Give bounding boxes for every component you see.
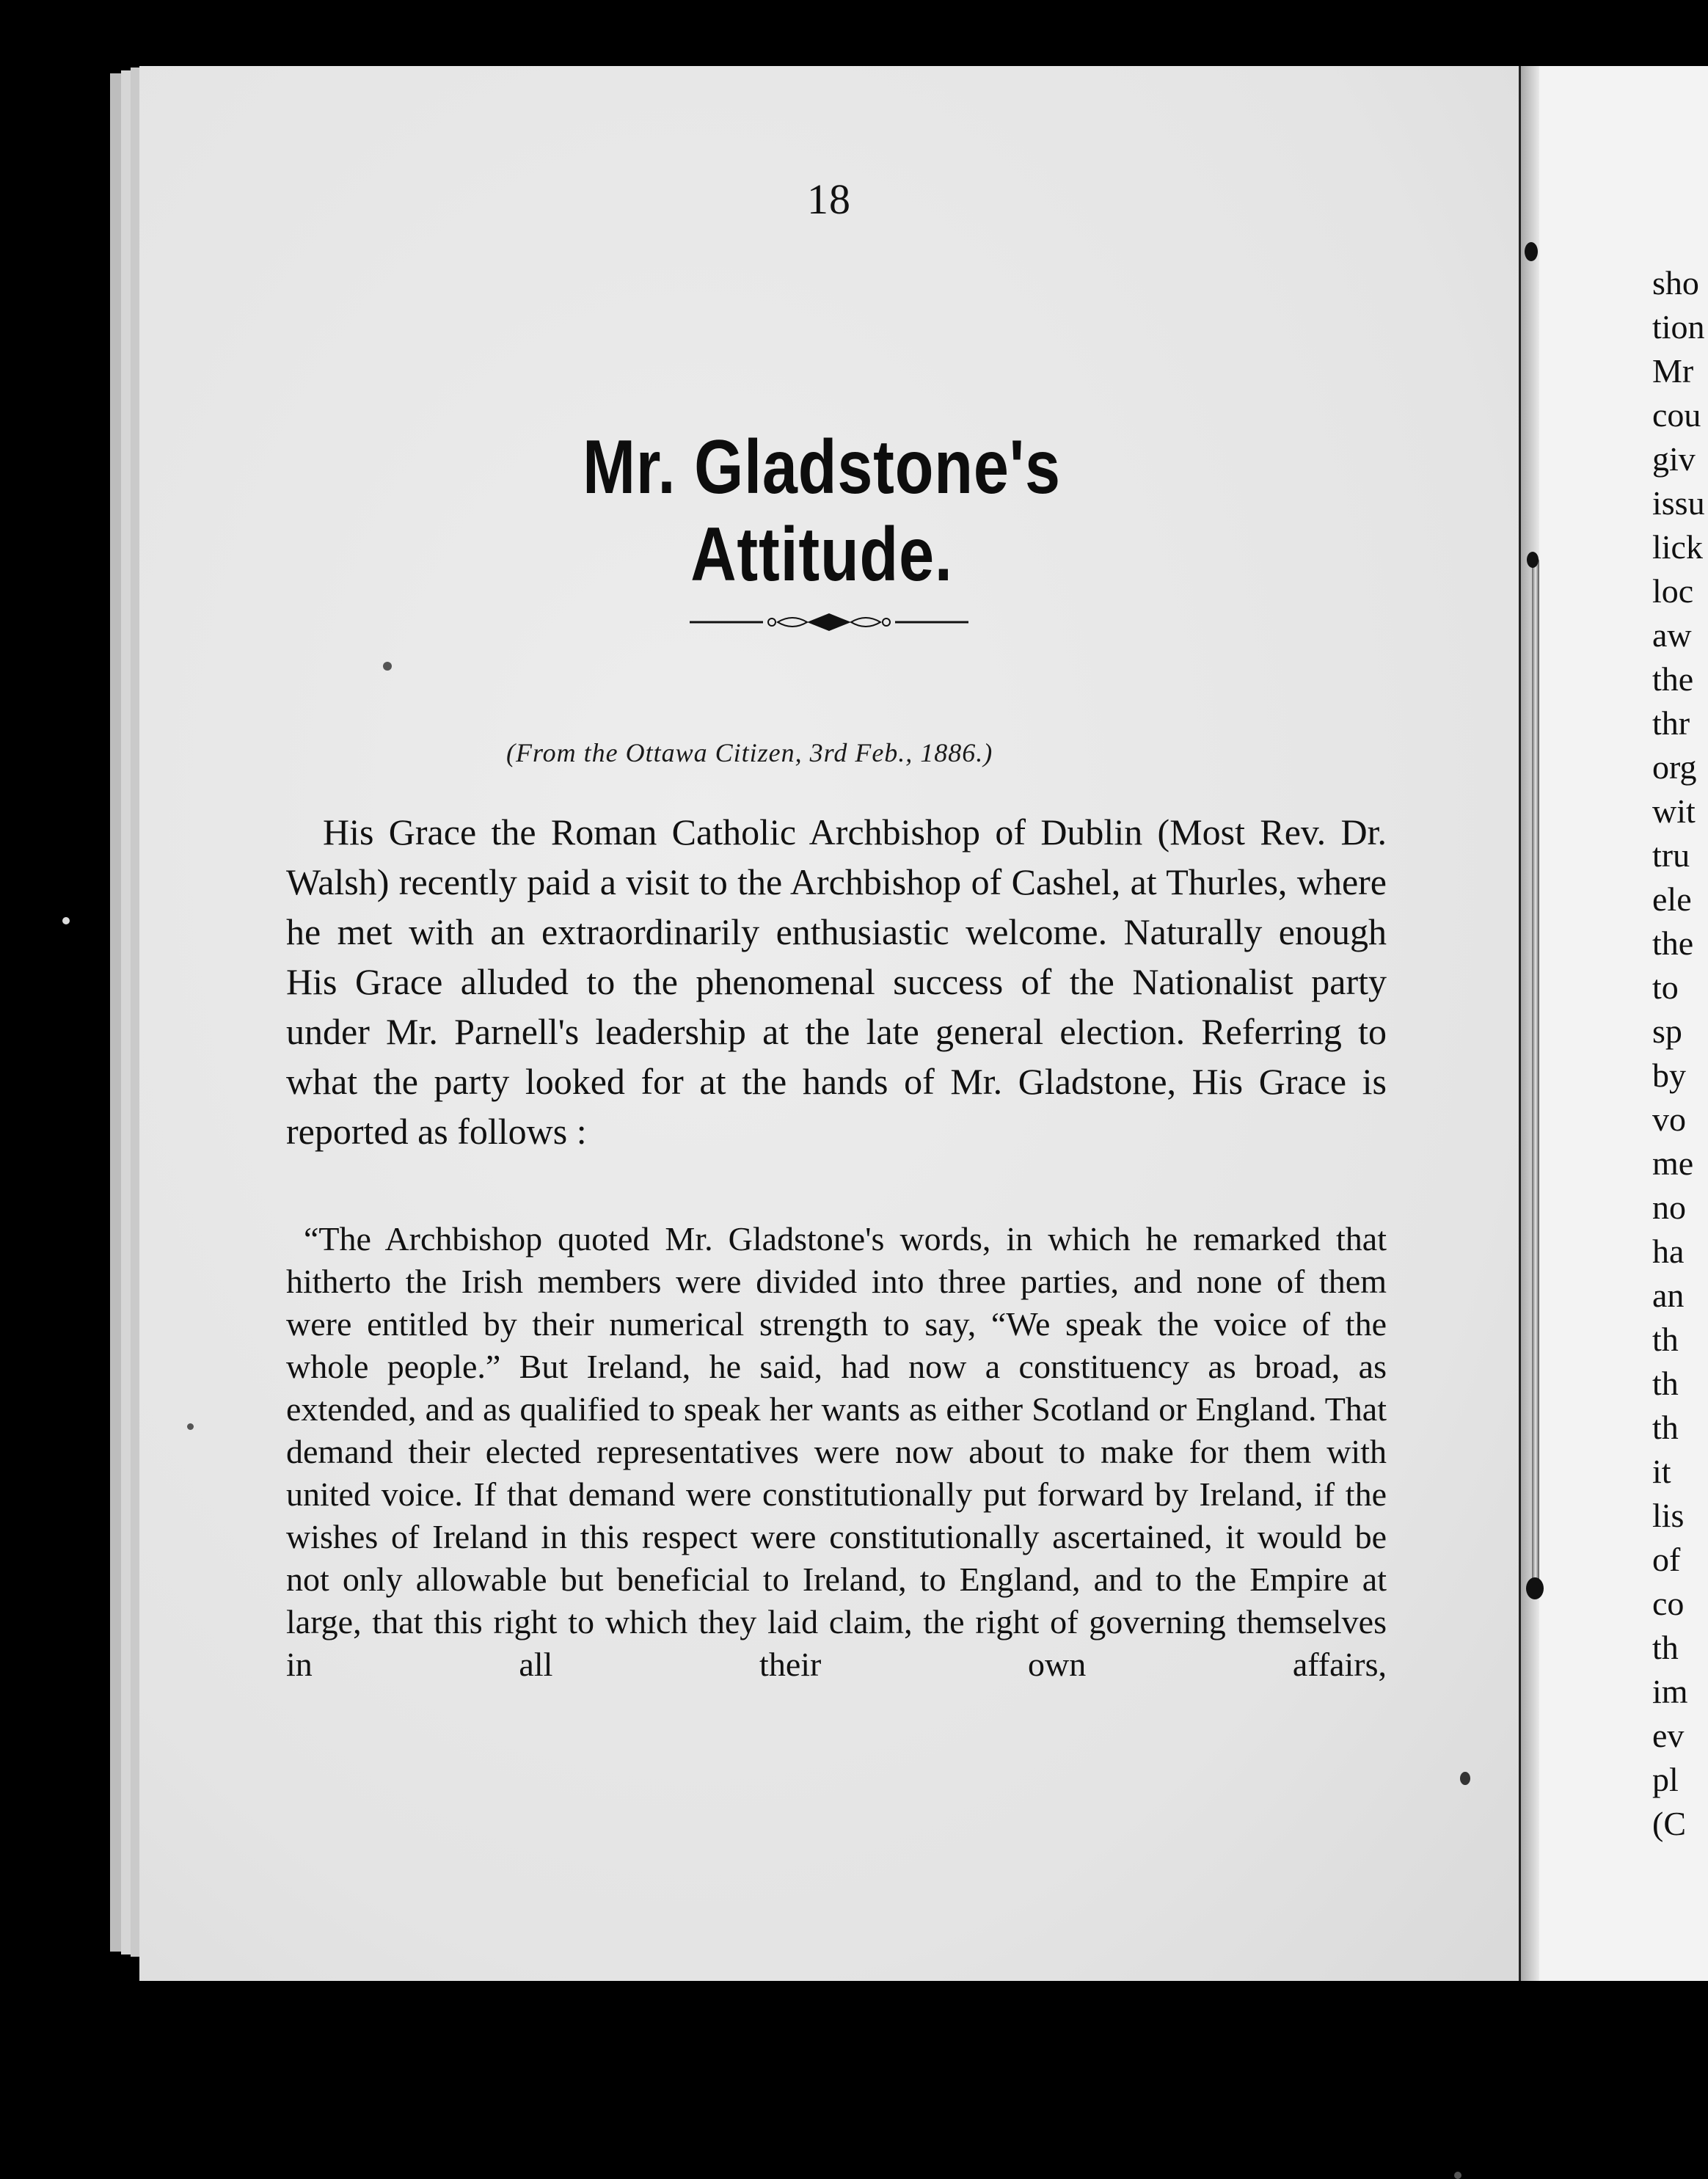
facing-page-line: sp xyxy=(1652,1012,1682,1050)
facing-page-line: tion xyxy=(1652,308,1705,346)
facing-page-line: th xyxy=(1652,1321,1679,1358)
facing-page-line: ele xyxy=(1652,880,1692,918)
facing-page-line: Mr xyxy=(1652,352,1694,390)
facing-page-line: lick xyxy=(1652,528,1703,566)
facing-page-line: ha xyxy=(1652,1233,1685,1270)
ink-speck xyxy=(1454,2172,1461,2179)
facing-page-line: co xyxy=(1652,1585,1685,1622)
facing-page-line: lis xyxy=(1652,1497,1685,1534)
facing-page-rule xyxy=(1532,558,1539,1585)
facing-page-line: it xyxy=(1652,1453,1671,1490)
facing-page-line: im xyxy=(1652,1673,1688,1710)
facing-page-line: the xyxy=(1652,660,1694,698)
ink-speck xyxy=(1460,1772,1470,1785)
paragraph-1: His Grace the Roman Catholic Archbishop of Dublin (Most Rev. Dr. Walsh) recently paid a visit to the Archbishop of Cashel, at Thurles, where he met with an extraordinarily enthusiastic welcome. Naturally enough His Grace alluded to the phenomenal success of the Nationalist party under Mr. Parnell's leadership at the late general election. Referring to what the party looked for at the hands of Mr. Gladstone, His Grace is reported as follows : xyxy=(286,811,1387,1152)
facing-page-line: cou xyxy=(1652,396,1701,434)
ink-dot xyxy=(1526,1577,1544,1599)
facing-page-line: th xyxy=(1652,1629,1679,1666)
facing-page-line: vo xyxy=(1652,1101,1686,1138)
facing-page-line: an xyxy=(1652,1277,1685,1314)
ornament-divider xyxy=(690,609,968,635)
facing-page-line: me xyxy=(1652,1145,1694,1182)
facing-page-line: tru xyxy=(1652,836,1690,874)
facing-page-line: issu xyxy=(1652,484,1705,522)
facing-page-text xyxy=(1652,261,1708,1846)
facing-page-line: no xyxy=(1652,1189,1686,1226)
facing-page-line: (C xyxy=(1652,1805,1686,1842)
facing-page-line: loc xyxy=(1652,572,1694,610)
facing-page-line: giv xyxy=(1652,440,1696,478)
facing-page-line: wit xyxy=(1652,792,1696,830)
body-paragraph xyxy=(286,807,1387,1156)
facing-page-line: ev xyxy=(1652,1717,1685,1754)
facing-page-line: org xyxy=(1652,748,1697,786)
quoted-paragraph: “The Archbishop quoted Mr. Gladstone's words, in which he remarked that hitherto the Irish members were divided into three parties, and none of them were entitled by their numerical strength to say, “We speak the voice of the whole people.” But Ireland, he said, had now a constituency as broad, as extended, and as qualified to speak her wants as either Scotland or England. That demand their elected representatives were now about to make for them with united voice. If that demand were constitutionally put forward by Ireland, if the wishes of Ireland in this respect were constitutionally ascertained, it would be not only allowable but beneficial to Ireland, to England, and to the Empire at large, that this right to which they laid claim, the right of governing themselves in all their own affairs, xyxy=(286,1220,1387,1683)
ink-dot xyxy=(1525,242,1538,261)
facing-page-line: pl xyxy=(1652,1761,1679,1798)
source-citation: (From the Ottawa Citizen, 3rd Feb., 1886.) xyxy=(506,738,993,767)
facing-page-line: th xyxy=(1652,1409,1679,1446)
facing-page-line: to xyxy=(1652,968,1679,1006)
facing-page-line: aw xyxy=(1652,616,1692,654)
facing-page-line: th xyxy=(1652,1365,1679,1402)
page-title: Mr. Gladstone's Attitude. xyxy=(583,425,1061,597)
page-number: 18 xyxy=(807,175,851,223)
facing-page-line: sho xyxy=(1652,264,1699,302)
facing-page-line: the xyxy=(1652,924,1694,962)
ink-dot xyxy=(1527,552,1539,568)
facing-page-line: thr xyxy=(1652,704,1690,742)
facing-page-line: of xyxy=(1652,1541,1681,1578)
ink-speck xyxy=(187,1423,194,1430)
ink-speck xyxy=(383,662,392,671)
facing-page-line: by xyxy=(1652,1056,1686,1094)
ink-speck xyxy=(62,917,70,924)
